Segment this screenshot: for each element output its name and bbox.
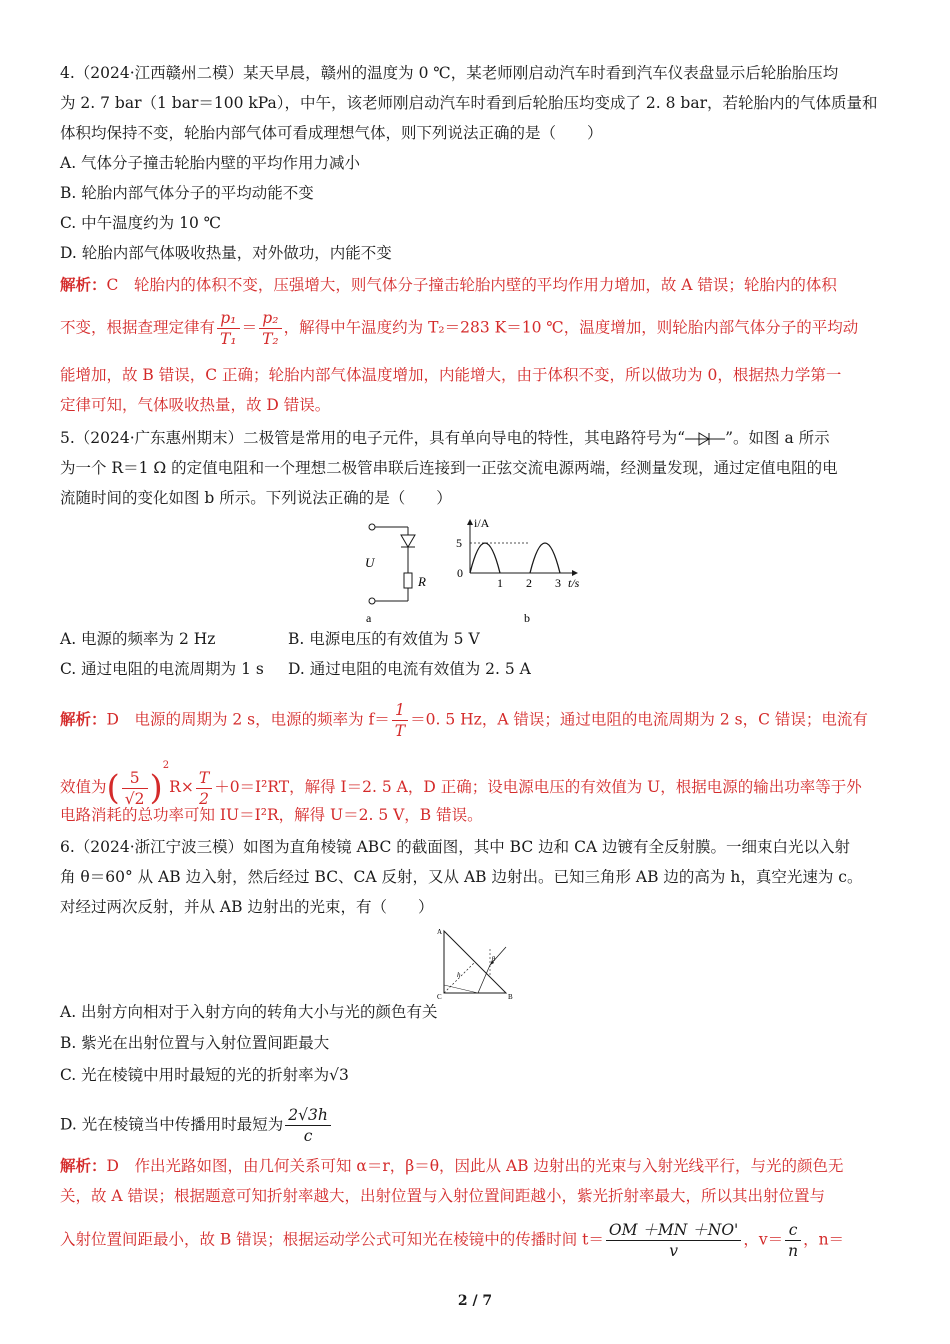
origin-label: 0 bbox=[457, 566, 463, 580]
q5-option-b: B. 电源电压的有效值为 5 V bbox=[288, 630, 480, 648]
vertex-b-label: B bbox=[508, 993, 513, 1001]
q5-option-d: D. 通过电阻的电流有效值为 2. 5 A bbox=[288, 660, 531, 678]
caption-b: b bbox=[524, 611, 530, 625]
q4-solution-line-1 bbox=[60, 274, 837, 296]
q4-stem-line-3: 体积均保持不变，轮胎内部气体可看成理想气体，则下列说法正确的是（ ） bbox=[60, 124, 603, 142]
height-h-label: h bbox=[457, 971, 461, 979]
q5-solution-text-2a: 效值为 bbox=[60, 778, 107, 796]
q6-solution-text-1: D 作出光路如图，由几何关系可知 α＝r，β＝θ，因此从 AB 边射出的光束与入射光线平行，与光的颜色无 bbox=[106, 1157, 844, 1175]
x-axis-label: t/s bbox=[568, 576, 580, 590]
x-tick-3: 3 bbox=[555, 576, 561, 590]
q4-option-b: B. 轮胎内部气体分子的平均动能不变 bbox=[60, 184, 314, 202]
solution-label: 解析： bbox=[60, 709, 107, 729]
q5-stem-line-2: 为一个 R＝1 Ω 的定值电阻和一个理想二极管串联后连接到一正弦交流电源两端，经测量发现，通过定值电阻的电 bbox=[60, 459, 838, 477]
q5-options-row-1 bbox=[60, 628, 480, 650]
current-half-wave-2 bbox=[530, 543, 560, 573]
q4-solution-line-4: 定律可知，气体吸收热量，故 D 错误。 bbox=[60, 396, 331, 414]
current-half-wave-1 bbox=[470, 543, 500, 573]
y-tick-5: 5 bbox=[456, 536, 462, 550]
q5-solution-text-2b: R× bbox=[169, 778, 194, 796]
q4-solution-line-3: 能增加，故 B 错误，C 正确；轮胎内部气体温度增加，内能增大，由于体积不变，所以做功为 0，根据热力学第一 bbox=[60, 366, 842, 384]
q6-option-d-text: D. 光在棱镜当中传播用时最短为 bbox=[60, 1115, 284, 1134]
q5-solution-line-1 bbox=[60, 700, 868, 741]
q6-solution-line-1 bbox=[60, 1155, 843, 1177]
q4-solution-text-1: C 轮胎内的体积不变，压强增大，则气体分子撞击轮胎内壁的平均作用力增加，故 A 错误；轮胎内的体积 bbox=[106, 276, 837, 294]
q6-fraction-2root3h-over-c: $\frac{2√3h}{c}$ bbox=[285, 1105, 331, 1146]
q5-stem-line-1 bbox=[60, 427, 830, 449]
label-r: R bbox=[418, 574, 426, 589]
q6-fraction-path-over-v: $\frac{OM +MN +NO'}{v}$ bbox=[606, 1220, 741, 1261]
q5-solution-text-1a: D 电源的周期为 2 s，电源的频率为 f＝ bbox=[106, 710, 390, 729]
resistor-icon bbox=[404, 573, 412, 588]
q6-stem-line-1: 6.（2024·浙江宁波三模）如图为直角棱镜 ABC 的截面图，其中 BC 边和 CA 边镀有全反射膜。一细束白光以入射 bbox=[60, 838, 851, 856]
q5-solution-line-3: 电路消耗的总功率可知 IU＝I²R，解得 U＝2. 5 V，B 错误。 bbox=[60, 806, 483, 824]
q5-stem-line-3: 流随时间的变化如图 b 所示。下列说法正确的是（ ） bbox=[60, 489, 452, 507]
q5-fraction-5-over-root2: $\frac{5}{√2}$ bbox=[122, 768, 148, 809]
q5-fraction-1-over-t: $\frac{1}{T}$ bbox=[392, 700, 408, 741]
q6-option-a: A. 出射方向相对于入射方向的转角大小与光的颜色有关 bbox=[60, 1003, 438, 1021]
q5-stem-text-1a: 5.（2024·广东惠州期末）二极管是常用的电子元件，具有单向导电的特性，其电路符号为“ bbox=[60, 429, 686, 447]
x-tick-2: 2 bbox=[526, 576, 532, 590]
circuit-diagram-a bbox=[360, 515, 440, 627]
current-graph-b bbox=[452, 515, 592, 627]
q4-stem-line-2: 为 2. 7 bar（1 bar＝100 kPa），中午，该老师刚启动汽车时看到后轮胎压均变成了 2. 8 bar，若轮胎内的气体质量和 bbox=[60, 94, 878, 112]
q5-solution-text-2c: ＋0＝I²RT，解得 I＝2. 5 A，D 正确；设电源电压的有效值为 U，根据电源的输出功率等于外 bbox=[214, 778, 862, 796]
q6-solution-line-3 bbox=[60, 1220, 844, 1261]
q5-power-2: 2 bbox=[162, 760, 170, 771]
q4-fraction-p2-t2: $\frac{\text{p₂}}{\text{T₂}}$ bbox=[259, 308, 282, 349]
q5-stem-text-1b: ”。如图 a 所示 bbox=[725, 429, 830, 447]
prism-diagram bbox=[432, 925, 522, 1001]
vertex-c-label: C bbox=[437, 993, 442, 1001]
vertex-a-label: A bbox=[437, 928, 443, 936]
q6-stem-line-3: 对经过两次反射，并从 AB 边射出的光束，有（ ） bbox=[60, 898, 434, 916]
q5-options-row-2 bbox=[60, 658, 531, 680]
theta-label: θ bbox=[492, 955, 496, 963]
q5-fraction-t-over-2: $\frac{T}{2}$ bbox=[196, 768, 212, 809]
q5-solution-line-2: 效值为( $\frac{5}{√2}$ )$^2$R× $\frac{T}{2}$ ＋0＝I²RT，解得 I＝2. 5 A，D 正确；设电源电压的有效值为 U，根据电源的输出功率等于外 bbox=[60, 760, 862, 808]
solution-label: 解析： bbox=[60, 275, 107, 294]
q6-solution-text-3b: ，v＝ bbox=[743, 1230, 784, 1249]
q6-solution-line-2: 关，故 A 错误；根据题意可知折射率越大，出射位置与入射位置间距越小，紫光折射率最大，所以其出射位置与 bbox=[60, 1187, 826, 1205]
q5-solution-text-1b: ＝0. 5 Hz，A 错误；通过电阻的电流周期为 2 s，C 错误；电流有 bbox=[410, 710, 868, 729]
q6-solution-text-3c: ，n＝ bbox=[803, 1230, 845, 1249]
q4-solution-line-2 bbox=[60, 308, 858, 349]
caption-a: a bbox=[366, 611, 372, 625]
q6-stem-line-2: 角 θ＝60° 从 AB 边入射，然后经过 BC、CA 反射，又从 AB 边射出。已知三角形 AB 边的高为 h，真空光速为 c。 bbox=[60, 868, 863, 886]
q4-option-a: A. 气体分子撞击轮胎内壁的平均作用力减小 bbox=[60, 154, 361, 172]
solution-label: 解析： bbox=[60, 1156, 107, 1175]
q4-fraction-p1-t1: $\frac{\text{p₁}}{\text{T₁}}$ bbox=[217, 308, 240, 349]
q4-equals: ＝ bbox=[241, 318, 258, 337]
q6-solution-text-3a: 入射位置间距最小，故 B 错误；根据运动学公式可知光在棱镜中的传播时间 t＝ bbox=[60, 1230, 604, 1249]
q6-option-b: B. 紫光在出射位置与入射位置间距最大 bbox=[60, 1034, 330, 1052]
q4-option-c: C. 中午温度约为 10 ℃ bbox=[60, 214, 222, 232]
q6-option-c: C. 光在棱镜中用时最短的光的折射率为√3 bbox=[60, 1066, 349, 1084]
q5-option-a: A. 电源的频率为 2 Hz bbox=[60, 630, 216, 648]
q6-fraction-c-over-n: $\frac{c}{n}$ bbox=[785, 1220, 801, 1261]
q4-solution-text-2a: 不变，根据查理定律有 bbox=[60, 318, 216, 337]
q4-option-d: D. 轮胎内部气体吸收热量，对外做功，内能不变 bbox=[60, 244, 392, 262]
page-number: 2 / 7 bbox=[457, 1293, 493, 1309]
label-u: U bbox=[365, 555, 375, 570]
q4-solution-text-2b: ，解得中午温度约为 T₂＝283 K＝10 ℃，温度增加，则轮胎内部气体分子的平均动 bbox=[283, 318, 859, 337]
diode-symbol-icon bbox=[685, 431, 725, 447]
q4-stem-line-1: 4.（2024·江西赣州二模）某天早晨，赣州的温度为 0 ℃，某老师刚启动汽车时看到汽车仪表盘显示后轮胎胎压均 bbox=[60, 64, 839, 82]
q6-option-d bbox=[60, 1105, 333, 1146]
y-axis-label: i/A bbox=[474, 516, 490, 530]
x-tick-1: 1 bbox=[497, 576, 503, 590]
diode-icon bbox=[401, 535, 415, 547]
q5-option-c: C. 通过电阻的电流周期为 1 s bbox=[60, 660, 264, 678]
